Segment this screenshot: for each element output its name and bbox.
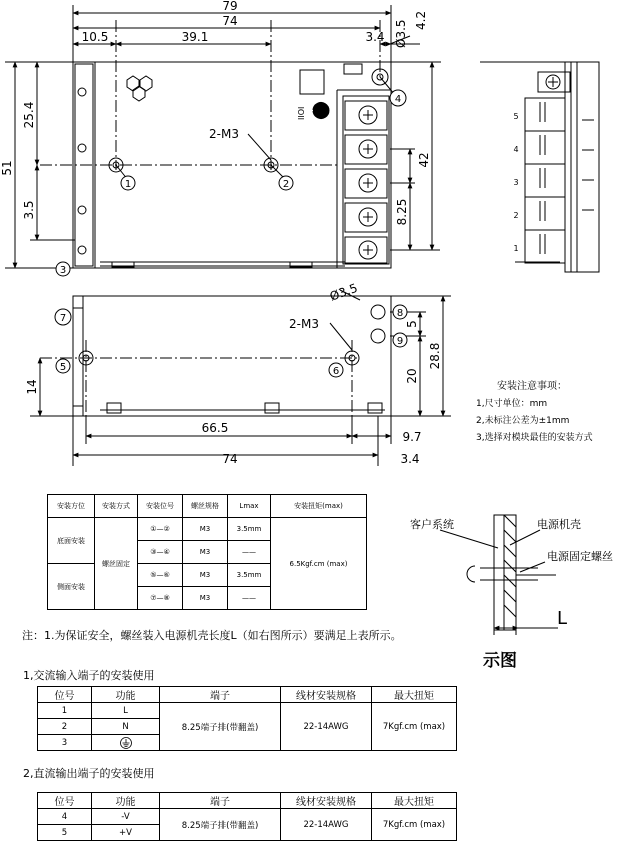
table-cell: 2 (38, 719, 92, 735)
label: 5 (513, 112, 519, 121)
dim-side-h1: 20 (405, 368, 419, 384)
table-cell: 5 (38, 825, 92, 841)
dim-height-total: 51 (0, 160, 14, 176)
dim-body-width: 74 (222, 14, 238, 28)
label: 1 (513, 244, 519, 253)
label-case: 电源机壳 (537, 518, 581, 531)
ground-icon (92, 735, 160, 751)
dim-side-len-b: 9.7 (402, 430, 422, 444)
dim-hole-spacing: 39.1 (181, 30, 209, 44)
dc-torque: 7Kgf.cm (max) (372, 809, 457, 841)
table-cell: ⑦—⑧ (138, 587, 183, 610)
mount-method: 螺丝固定 (95, 518, 138, 610)
table-cell: 端子 (160, 687, 281, 703)
marker-1: 1 (124, 179, 132, 190)
table-cell: —— (228, 587, 271, 610)
mount-pos-bottom: 底面安装 (48, 518, 95, 564)
dim-hole-top-offset: 4.2 (414, 10, 428, 30)
label: 4 (513, 145, 519, 154)
marker-7: 7 (59, 313, 67, 324)
table-cell: 3 (38, 735, 92, 751)
marker-9: 9 (396, 336, 404, 347)
label: 3 (513, 178, 519, 187)
mount-table (47, 494, 367, 610)
table-cell: N (92, 719, 160, 735)
dim-side-total: 28.8 (428, 342, 442, 370)
table-cell: +V (92, 825, 160, 841)
table-cell: 线材安装规格 (281, 687, 372, 703)
table-cell: 最大扭矩 (372, 793, 457, 809)
dc-section-title: 2,直流输出端子的安装使用 (23, 767, 155, 780)
vent-hexagons (127, 76, 152, 101)
ac-torque: 7Kgf.cm (max) (372, 703, 457, 751)
screw-label-side: 2-M3 (289, 317, 319, 331)
footnote: 注：1.为保证安全，螺丝装入电源机壳长度L（如右图所示）要满足上表所示。 (22, 629, 402, 642)
icon-text: IIOI (297, 106, 306, 120)
marker-5: 5 (59, 362, 67, 373)
note-2: 2,未标注公差为±1mm (476, 416, 570, 426)
table-cell: M3 (183, 541, 228, 564)
table-cell: 位号 (38, 793, 92, 809)
dim-side-low: 14 (25, 379, 39, 395)
dim-left-offset: 10.5 (81, 30, 109, 44)
mount-torque: 6.5Kgf.cm (max) (271, 518, 367, 610)
dim-side-width: 74 (222, 452, 238, 466)
table-cell: 位号 (38, 687, 92, 703)
table-cell: M3 (183, 564, 228, 587)
label: 2 (513, 211, 519, 220)
table-cell: 功能 (92, 793, 160, 809)
table-cell: ⑤—⑥ (138, 564, 183, 587)
note-3: 3,选择对模块最佳的安装方式 (476, 433, 593, 443)
table-cell: 4 (38, 809, 92, 825)
table-cell: M3 (183, 587, 228, 610)
label-L: L (557, 608, 568, 629)
dim-side-right: 3.4 (400, 452, 420, 466)
dim-terminal-height: 42 (417, 152, 431, 168)
table-cell: M3 (183, 518, 228, 541)
table-cell: 端子 (160, 793, 281, 809)
mount-illustration (440, 515, 558, 635)
table-cell: 线材安装规格 (281, 793, 372, 809)
marker-4: 4 (394, 94, 402, 105)
table-cell: ①—② (138, 518, 183, 541)
dim-side-len-a: 66.5 (201, 421, 229, 435)
table-cell: 3.5mm (228, 518, 271, 541)
note-1: 1,尺寸单位：mm (476, 399, 548, 409)
dim-hole-dia-top: Ø3.5 (394, 19, 408, 48)
label-screw: 电源固定螺丝 (547, 550, 613, 563)
ac-section-title: 1,交流输入端子的安装使用 (23, 669, 155, 682)
side-view-right (480, 62, 599, 272)
dc-terminal: 8.25端子排(带翻盖) (160, 809, 281, 841)
table-cell: 安装位号 (138, 495, 183, 518)
table-cell: 螺丝规格 (183, 495, 228, 518)
table-cell: —— (228, 541, 271, 564)
table-cell: 安装方位 (48, 495, 95, 518)
dim-overall-width: 79 (222, 0, 238, 13)
ac-table (37, 686, 457, 751)
table-cell: -V (92, 809, 160, 825)
dc-wire: 22-14AWG (281, 809, 372, 841)
dim-terminal-pitch: 8.25 (395, 198, 409, 226)
dim-height-upper: 25.4 (22, 101, 36, 129)
terminal-numbers (513, 112, 518, 253)
screw-label-front: 2-M3 (209, 127, 239, 141)
dim-right-offset: 3.4 (365, 30, 385, 44)
ac-wire: 22-14AWG (281, 703, 372, 751)
marker-2: 2 (282, 179, 290, 190)
dim-side-small: 5 (405, 320, 419, 328)
marker-8: 8 (396, 308, 404, 319)
table-cell: 最大扭矩 (372, 687, 457, 703)
table-cell: 3.5mm (228, 564, 271, 587)
dc-table (37, 792, 457, 841)
mount-illustration-labels (410, 517, 613, 671)
table-cell: 功能 (92, 687, 160, 703)
mount-pos-side: 侧面安装 (48, 564, 95, 610)
dim-height-lower: 3.5 (22, 200, 36, 220)
label-customer: 客户系统 (410, 518, 454, 531)
table-cell: L (92, 703, 160, 719)
table-cell: ③—④ (138, 541, 183, 564)
table-cell: 1 (38, 703, 92, 719)
terminal-block-front (343, 96, 389, 264)
ac-terminal: 8.25端子排(带翻盖) (160, 703, 281, 751)
table-cell: 安装方式 (95, 495, 138, 518)
bottom-view (73, 296, 391, 416)
marker-6: 6 (332, 366, 340, 377)
marker-3: 3 (59, 265, 67, 276)
table-cell: 安装扭矩(max) (271, 495, 367, 518)
table-cell: Lmax (228, 495, 271, 518)
notes-title: 安装注意事项： (497, 381, 567, 392)
dim-bottom-hole: Ø3.5 (327, 280, 360, 304)
label-caption: 示图 (483, 651, 517, 671)
